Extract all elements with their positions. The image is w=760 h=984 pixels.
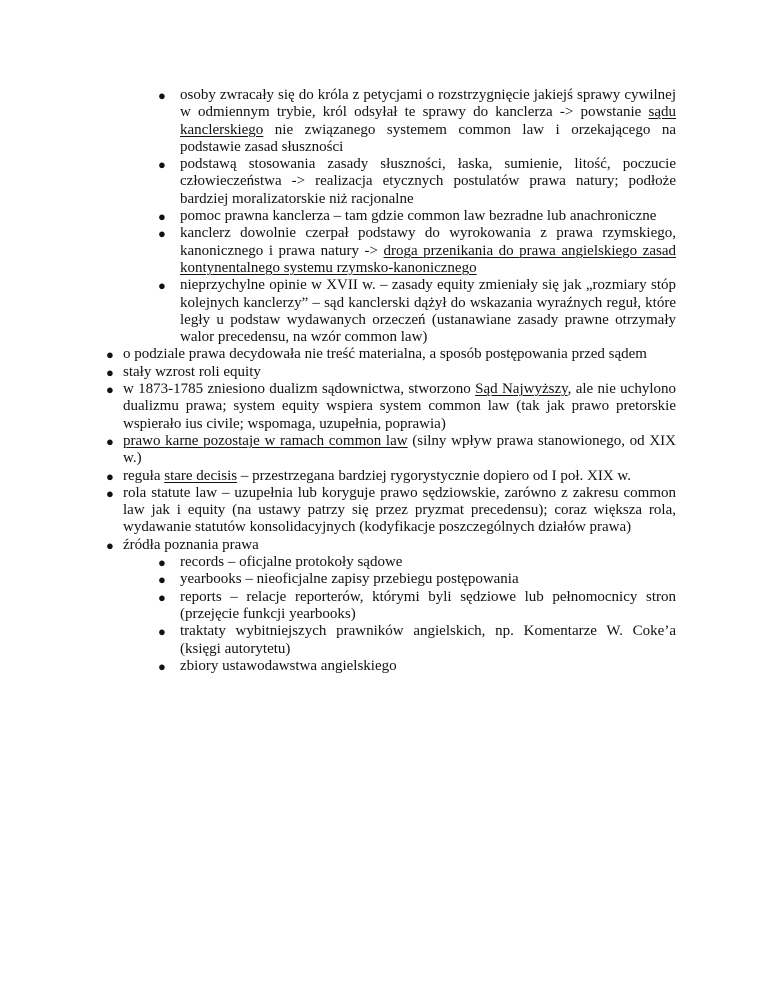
bullet-icon: ●: [158, 226, 166, 242]
bullet-text: [123, 485, 676, 536]
bullet-text: [123, 468, 631, 484]
text-segment: źródła poznania prawa: [123, 536, 259, 553]
bullet-item: [0, 589, 676, 624]
bullet-icon: ●: [106, 364, 114, 380]
bullet-item: [0, 623, 676, 658]
text-segment: podstawą stosowania zasady słuszności, łaska, sumienie, litość, poczucie człowieczeństwa -> realizacja etycznych postulatów prawa natury; podłoże bardziej moralizatorskie niż racjonalne: [180, 156, 676, 207]
bullet-icon: ●: [158, 572, 166, 588]
bullet-icon: ●: [158, 278, 166, 294]
bullet-icon: ●: [106, 347, 114, 363]
bullet-item: [0, 346, 676, 363]
text-segment: nieprzychylne opinie w XVII w. – zasady equity zmieniały się jak „rozmiary stóp kolejnych kanclerzy” – sąd kanclerski dążył do wskazania wyraźnych reguł, które legły u podstaw wydawanych orzeczeń (ustanawiane zasady prawne otrzymały walor precedensu, na wzór common law): [180, 277, 676, 346]
bullet-text: [180, 225, 676, 276]
text-segment: pomoc prawna kanclerza – tam gdzie common law bezradne lub anachroniczne: [180, 208, 657, 225]
bullet-text: [180, 623, 676, 656]
bullet-item: [0, 364, 676, 381]
bullet-icon: ●: [106, 433, 114, 449]
bullet-item: [0, 225, 676, 277]
text-segment: reports – relacje reporterów, którymi byli sędziowe lub pełnomocnicy stron (przejęcie funkcji yearbooks): [180, 588, 676, 622]
text-segment: , ale nie uchylono dualizmu prawa; system equity wspiera system common law (tak jak prawo pretorskie wspierało ius civile; wspomaga, uzupełnia, poprawia): [123, 381, 676, 432]
bullet-icon: ●: [158, 555, 166, 571]
bullet-text: [123, 364, 261, 380]
bullet-icon: ●: [158, 209, 166, 225]
bullet-item: [0, 468, 676, 485]
bullet-text: [123, 346, 647, 362]
text-segment: (silny wpływ prawa stanowionego, od XIX w.): [123, 432, 676, 467]
bullet-text: [180, 589, 676, 622]
text-segment: – przestrzegana bardziej rygorystycznie dopiero od I poł. XIX w.: [237, 467, 632, 484]
bullet-text: [180, 277, 676, 345]
bullet-item: [0, 87, 676, 156]
bullet-text: [180, 571, 519, 587]
text-segment: o podziale prawa decydowała nie treść materialna, a sposób postępowania przed sądem: [123, 346, 647, 363]
bullet-item: [0, 433, 676, 468]
bullet-text: [123, 537, 259, 553]
text-segment: rola statute law – uzupełnia lub koryguje prawo sędziowskie, zarówno z zakresu common law jak i equity (na ustawy patrzy się przez pryzmat precedensu); coraz większa rola, wydawanie statutów konsolidacyjnych (kodyfikacje poszczególnych działów prawa): [123, 484, 676, 536]
bullet-item: [0, 571, 676, 588]
bullet-text: [180, 554, 402, 570]
text-segment: reguła: [123, 467, 165, 484]
bullet-list: [0, 87, 760, 675]
bullet-icon: ●: [158, 589, 166, 605]
bullet-icon: ●: [158, 88, 166, 103]
bullet-icon: ●: [158, 658, 166, 674]
text-segment: zbiory ustawodawstwa angielskiego: [180, 657, 397, 674]
bullet-text: [180, 87, 676, 155]
bullet-item: [0, 485, 676, 537]
bullet-text: [123, 381, 676, 432]
bullet-item: [0, 537, 676, 554]
bullet-icon: ●: [106, 537, 114, 553]
bullet-item: [0, 156, 676, 208]
bullet-item: [0, 554, 676, 571]
text-segment: w 1873-1785 zniesiono dualizm sądownictwa, stworzono: [123, 381, 476, 398]
bullet-icon: ●: [106, 468, 114, 484]
bullet-icon: ●: [158, 157, 166, 173]
text-segment: records – oficjalne protokoły sądowe: [180, 554, 403, 571]
underlined-phrase: sądu kanclerskiego: [180, 104, 676, 138]
bullet-text: [180, 208, 656, 224]
bullet-text: [180, 156, 676, 207]
text-segment: stały wzrost roli equity: [123, 363, 261, 380]
bullet-text: [123, 433, 676, 466]
underlined-phrase: stare decisis: [164, 467, 238, 484]
bullet-item: [0, 658, 676, 675]
bullet-icon: ●: [158, 624, 166, 640]
bullet-icon: ●: [106, 485, 114, 501]
text-segment: kanclerz dowolnie czerpał podstawy do wyrokowania z prawa rzymskiego, kanonicznego i prawa natury ->: [180, 225, 676, 259]
bullet-text: [180, 658, 397, 674]
bullet-item: [0, 208, 676, 225]
bullet-icon: ●: [106, 382, 114, 398]
text-segment: traktaty wybitniejszych prawników angielskich, np. Komentarze W. Coke’a (księgi autorytetu): [180, 623, 676, 657]
underlined-phrase: droga przenikania do prawa angielskiego zasad kontynentalnego systemu rzymsko-kanonicznego: [180, 242, 676, 276]
underlined-phrase: prawo karne pozostaje w ramach common law: [123, 432, 408, 449]
text-segment: osoby zwracały się do króla z petycjami o rozstrzygnięcie jakiejś sprawy cywilnej w odmiennym trybie, król odsyłał te sprawy do kanclerza -> powstanie: [180, 87, 676, 121]
bullet-item: [0, 381, 676, 433]
bullet-item: [0, 277, 676, 346]
text-segment: nie związanego systemem common law i orzekającego na podstawie zasad słuszności: [180, 121, 676, 155]
underlined-phrase: Sąd Najwyższy: [475, 381, 568, 398]
text-segment: yearbooks – nieoficjalne zapisy przebiegu postępowania: [180, 571, 519, 588]
